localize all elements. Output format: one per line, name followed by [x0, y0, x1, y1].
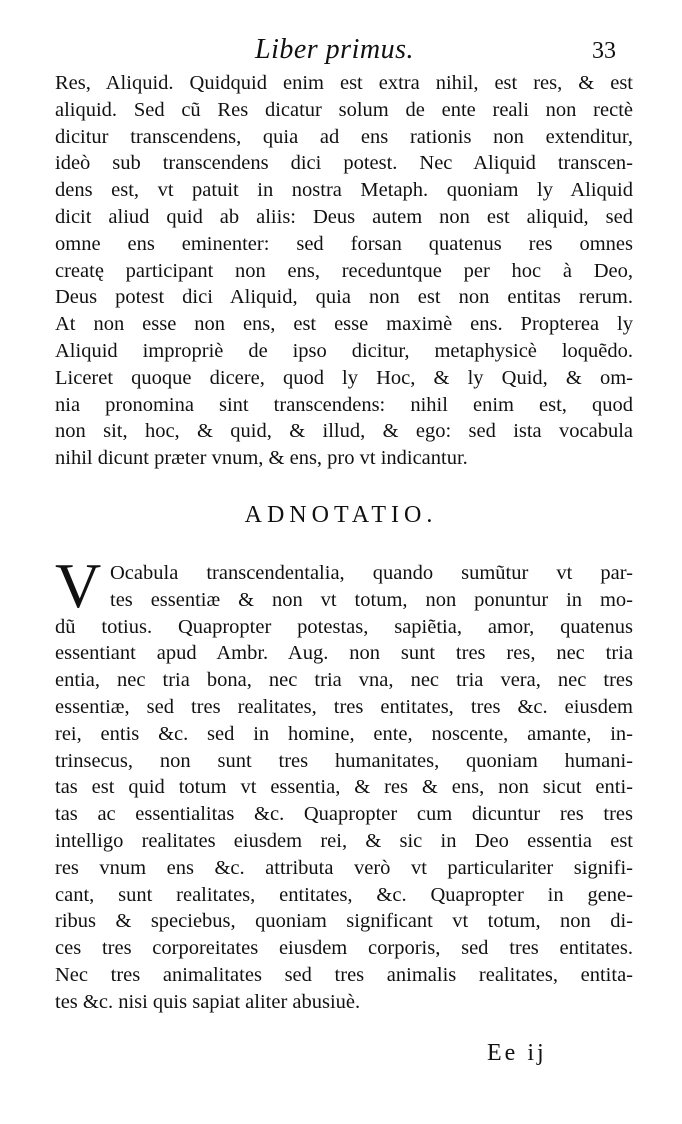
signature-mark: Ee ij — [487, 1040, 547, 1066]
text-line: At non esse non ens, est esse maximè ens. Propterea ly — [55, 313, 633, 336]
drop-cap-initial: V — [55, 550, 102, 621]
text-line: intelligo realitates eiusdem rei, & sic in Deo essentia est — [55, 829, 633, 852]
text-line: Aliquid impropriè de ipso dicitur, metaphysicè loquẽdo. — [55, 339, 633, 362]
running-head — [0, 28, 682, 68]
text-line: ces tres corporeitates eiusdem corporis, sed tres entitates. — [55, 937, 633, 960]
text-line: rei, entis &c. sed in homine, ente, noscente, amante, in- — [55, 722, 633, 745]
text-line: dicit aliud quid ab aliis: Deus autem non est aliquid, sed — [55, 205, 633, 228]
text-line: Liceret quoque dicere, quod ly Hoc, & ly Quid, & om- — [55, 366, 633, 389]
text-line: tas ac essentialitas &c. Quapropter cum dicuntur res tres — [55, 803, 633, 826]
text-line: entia, nec tria bona, nec tria vna, nec tria vera, nec tres — [55, 669, 633, 692]
text-line: res vnum ens &c. attributa verò vt particulariter signifi- — [55, 856, 633, 879]
text-line: Ocabula transcendentalia, quando sumũtur vt par- — [110, 562, 633, 584]
text-line: nihil dicunt præter vnum, & ens, pro vt indicantur. — [55, 447, 468, 470]
text-line: essentiant apud Ambr. Aug. non sunt tres res, nec tria — [55, 642, 633, 665]
text-line: ideò sub transcendens dici potest. Nec Aliquid transcen- — [55, 152, 633, 175]
text-line: dicitur transcendens, quia ad ens rationis non extenditur, — [55, 125, 633, 148]
text-line: non sit, hoc, & quid, & illud, & ego: sed ista vocabula — [55, 420, 633, 443]
text-line: aliquid. Sed cũ Res dicatur solum de ente reali non rectè — [55, 98, 633, 121]
text-line: dũ totius. Quapropter potestas, sapiẽtia, amor, quatenus — [55, 615, 633, 638]
text-line: dens est, vt patuit in nostra Metaph. quoniam ly Aliquid — [55, 179, 633, 202]
page-number: 33 — [592, 38, 616, 64]
text-line: tes essentiæ & non vt totum, non ponuntur in mo- — [110, 588, 633, 611]
annotation-section — [55, 550, 633, 1020]
text-line: ribus & speciebus, quoniam significant vt totum, non di- — [55, 910, 633, 933]
running-title: Liber primus. — [255, 34, 414, 65]
main-text-block — [55, 70, 633, 472]
text-line: tes &c. nisi quis sapiat aliter abusiuè. — [55, 990, 361, 1013]
text-line: Res, Aliquid. Quidquid enim est extra nihil, est res, & est — [55, 72, 633, 94]
text-line: essentiæ, sed tres realitates, tres entitates, tres &c. eiusdem — [55, 695, 633, 718]
text-line: cant, sunt realitates, entitates, &c. Quapropter in gene- — [55, 883, 633, 906]
text-line: tas est quid totum vt essentia, & res & ens, non sicut enti- — [55, 776, 633, 799]
text-line: creatę participant non ens, receduntque per hoc à Deo, — [55, 259, 633, 282]
text-line: Nec tres animalitates sed tres animalis realitates, entita- — [55, 963, 633, 986]
text-line: Deus potest dici Aliquid, quia non est non entitas rerum. — [55, 286, 633, 309]
text-line: omne ens eminenter: sed forsan quatenus res omnes — [55, 232, 633, 255]
annotation-text-block — [55, 560, 633, 1016]
section-heading: ADNOTATIO. — [244, 502, 438, 528]
text-line: nia pronomina sint transcendens: nihil enim est, quod — [55, 393, 633, 416]
text-line: trinsecus, non sunt tres humanitates, quoniam humani- — [55, 749, 633, 772]
